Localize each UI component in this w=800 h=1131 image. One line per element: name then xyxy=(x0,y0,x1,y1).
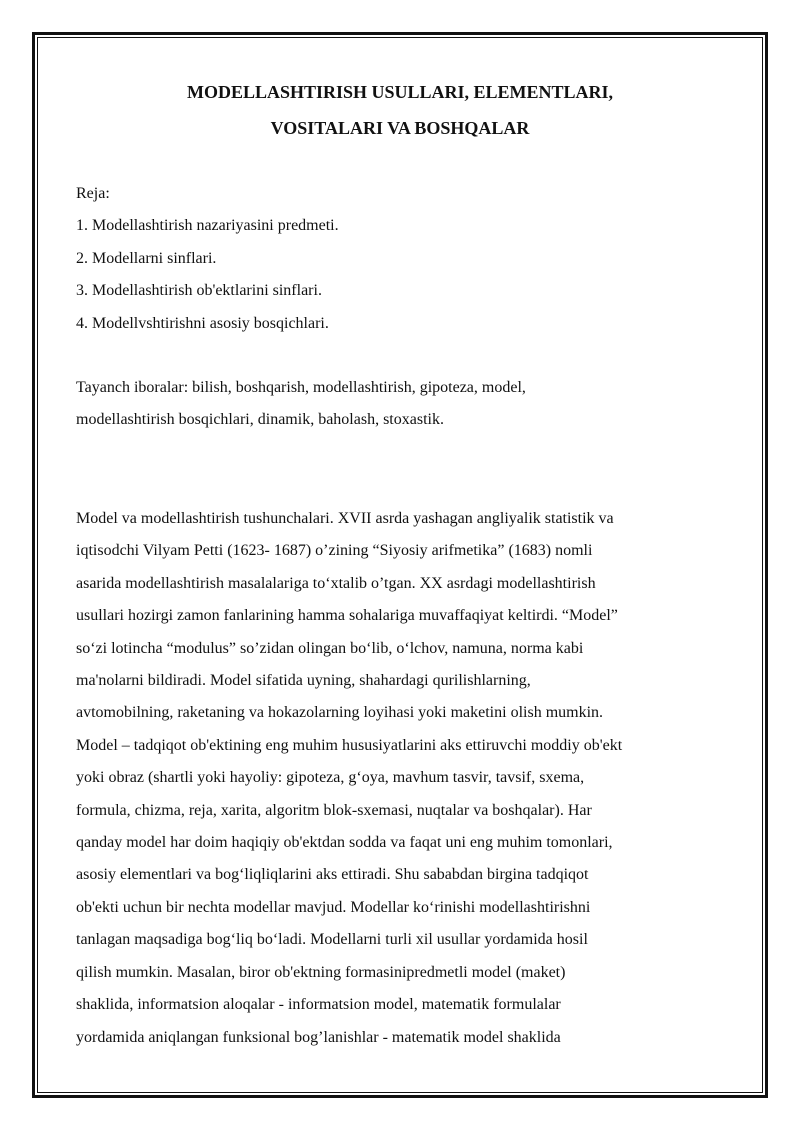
paragraph-line: soʻzi lotincha “modulus” so’zidan olingan boʻlib, oʻlchov, namuna, norma kabi xyxy=(76,639,584,657)
plan-item: 2. Modellarni sinflari. xyxy=(76,249,217,267)
paragraph-line: avtomobilning, raketaning va hokazolarning loyihasi yoki maketini olish mumkin. xyxy=(76,704,604,722)
paragraph-line: asosiy elementlari va bogʻliqliqlarini aks ettiradi. Shu sababdan birgina tadqiqot xyxy=(76,866,589,884)
paragraph-line: Model va modellashtirish tushunchalari. XVII asrda yashagan angliyalik statistik va xyxy=(76,510,614,527)
plan-item: 3. Modellashtirish ob'ektlarini sinflari. xyxy=(76,282,322,300)
document-title-line-2: VOSITALARI VA BOSHQALAR xyxy=(270,118,530,138)
plan-section xyxy=(76,178,726,340)
paragraph-line: shaklida, informatsion aloqalar - informatsion model, matematik formulalar xyxy=(76,996,561,1014)
paragraph-line: ob'ekti uchun bir nechta modellar mavjud. Modellar koʻrinishi modellashtirishni xyxy=(76,898,591,916)
keywords-line: Tayanch iboralar: bilish, boshqarish, modellashtirish, gipoteza, model, xyxy=(76,379,526,396)
document-title-line-1: MODELLASHTIRISH USULLARI, ELEMENTLARI, xyxy=(186,82,614,102)
paragraph-line: formula, chizma, reja, xarita, algoritm blok-sxemasi, nuqtalar va boshqalar). Har xyxy=(76,801,592,819)
main-paragraph xyxy=(76,503,726,1054)
paragraph-line: yordamida aniqlangan funksional bog’lanishlar - matematik model shaklida xyxy=(76,1028,561,1046)
keywords-line: modellashtirish bosqichlari, dinamik, baholash, stoxastik. xyxy=(76,411,444,429)
paragraph-line: asarida modellashtirish masalalariga toʻxtalib o’tgan. XX asrdagi modellashtirish xyxy=(76,574,596,592)
keywords-section xyxy=(76,372,726,437)
paragraph-line: iqtisodchi Vilyam Petti (1623- 1687) o’zining “Siyosiy arifmetika” (1683) nomli xyxy=(76,542,593,560)
plan-item: 1. Modellashtirish nazariyasini predmeti. xyxy=(76,217,339,235)
paragraph-line: tanlagan maqsadiga bogʻliq boʻladi. Modellarni turli xil usullar yordamida hosil xyxy=(76,931,588,949)
paragraph-line: yoki obraz (shartli yoki hayoliy: gipoteza, gʻoya, mavhum tasvir, tavsif, sxema, xyxy=(76,769,585,787)
plan-item: 4. Modellvshtirishni asosiy bosqichlari. xyxy=(76,314,329,332)
paragraph-line: Model – tadqiqot ob'ektining eng muhim hususiyatlarini aks ettiruvchi moddiy ob'ekt xyxy=(76,736,623,754)
plan-heading: Reja: xyxy=(76,185,110,202)
paragraph-line: qilish mumkin. Masalan, biror ob'ektning formasinipredmetli model (maket) xyxy=(76,963,566,981)
paragraph-line: usullari hozirgi zamon fanlarining hamma sohalariga muvaffaqiyat keltirdi. “Model” xyxy=(76,607,618,625)
paragraph-line: qanday model har doim haqiqiy ob'ektdan sodda va faqat uni eng muhim tomonlari, xyxy=(76,834,613,852)
paragraph-line: ma'nolarni bildiradi. Model sifatida uyning, shahardagi qurilishlarning, xyxy=(76,672,531,690)
